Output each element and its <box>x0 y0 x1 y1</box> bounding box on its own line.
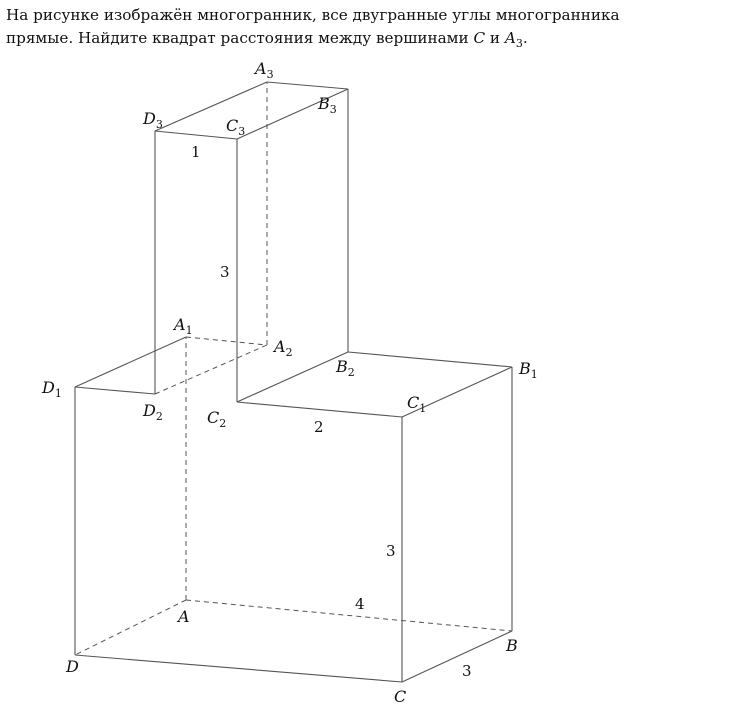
dim-tower-height: 3 <box>220 263 230 281</box>
edge-b2-b1 <box>348 352 512 367</box>
edge-c2-b2 <box>237 352 348 402</box>
label-b: B <box>506 636 518 655</box>
vertex-a3-ref: A <box>504 29 516 47</box>
dim-base-height: 3 <box>386 542 396 560</box>
edge-a1-a2 <box>186 337 267 345</box>
edge-c-b <box>402 631 512 682</box>
label-c: C <box>394 687 407 706</box>
edge-a-b <box>186 600 512 631</box>
label-d3: $D_3$ <box>143 109 163 131</box>
dim-base-length: 4 <box>355 595 365 613</box>
edge-d-c <box>75 655 402 682</box>
dim-base-depth: 3 <box>462 662 472 680</box>
label-a: A <box>178 607 190 626</box>
problem-line-2-prefix: прямые. Найдите квадрат расстояния между вершинами <box>6 29 474 47</box>
vertex-labels <box>41 59 538 706</box>
label-d: D <box>66 657 79 676</box>
edge-c2-c1 <box>237 402 402 417</box>
label-b1: $B_1$ <box>519 359 538 381</box>
label-d2: $D_2$ <box>143 401 163 423</box>
edge-a-d <box>75 600 186 655</box>
problem-line-1: На рисунке изображён многогранник, все двугранные углы многогранника <box>6 6 620 24</box>
label-a1: $A_1$ <box>174 315 193 337</box>
edge-d1-a1 <box>75 337 186 387</box>
visible-edges <box>75 82 512 682</box>
problem-line-2-suffix: . <box>522 29 528 47</box>
label-a2: $A_2$ <box>274 337 293 359</box>
dimension-labels <box>191 143 472 680</box>
label-c3: $C_3$ <box>226 116 246 138</box>
conjunction: и <box>485 29 505 47</box>
vertex-c-ref: C <box>473 29 486 47</box>
label-c1: $C_1$ <box>407 393 427 415</box>
edge-b3-a3 <box>267 82 348 89</box>
vertex-a3-ref-sub: 3 <box>515 37 523 51</box>
label-c2: $C_2$ <box>207 408 227 430</box>
dim-top-width: 1 <box>191 143 201 161</box>
label-d1: $D_1$ <box>42 378 62 400</box>
label-b2: $B_2$ <box>336 357 355 379</box>
label-a3: $A_3$ <box>255 59 274 81</box>
label-b3: $B_3$ <box>318 94 337 116</box>
hidden-edges <box>75 82 512 655</box>
edge-a3-d3 <box>155 82 267 131</box>
dim-step-length: 2 <box>314 418 324 436</box>
edge-d2-a2 <box>155 345 267 394</box>
edge-d1-d2 <box>75 387 155 394</box>
edge-d3-c3 <box>155 131 237 139</box>
